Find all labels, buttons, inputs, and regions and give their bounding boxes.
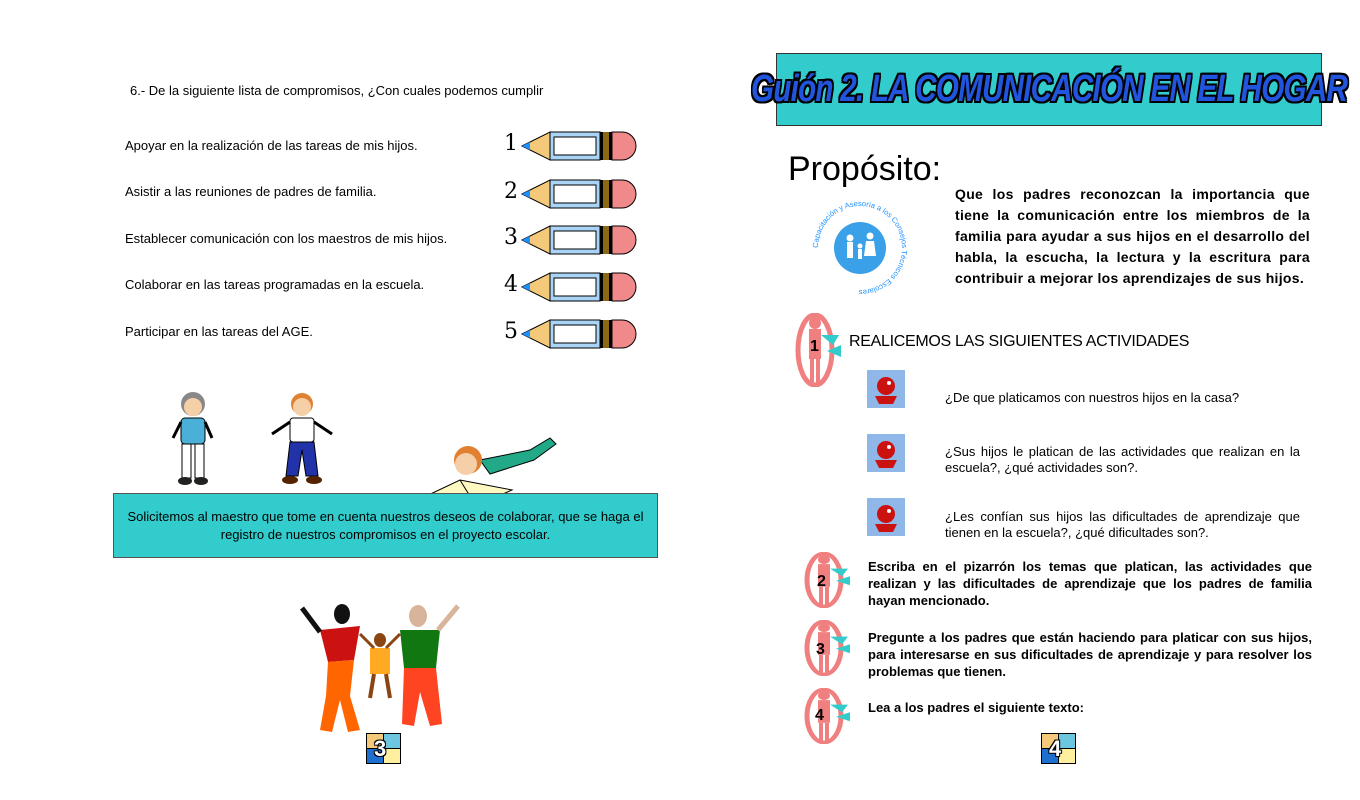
commitment-5: Participar en las tareas del AGE. — [125, 324, 313, 339]
pencil-icon — [504, 223, 638, 257]
commitment-number: 2 — [504, 179, 518, 204]
step-number: 2 — [817, 573, 826, 590]
pencil-icon — [504, 177, 638, 211]
step-4-text: Lea a los padres el siguiente texto: — [868, 700, 1085, 715]
step-figure-icon — [793, 313, 848, 387]
title-banner — [750, 53, 1348, 126]
commitment-3: Establecer comunicación con los maestros de mis hijos. — [125, 231, 448, 246]
commitment-1: Apoyar en la realización de las tareas de mis hijos. — [125, 138, 418, 153]
commitment-number: 4 — [504, 272, 518, 297]
activities-heading: REALICEMOS LAS SIGUIENTES ACTIVIDADES — [849, 333, 1190, 350]
purpose-heading: Propósito: — [788, 150, 942, 188]
step-number: 4 — [815, 707, 824, 724]
question-2: ¿Sus hijos le platican de las actividades que realizan en la escuela?, ¿qué actividades son?. — [945, 444, 1300, 475]
step-2-text: Escriba en el pizarrón los temas que platican, las actividades que realizan y las dificultades de aprendizaje que los padres de familia hayan mencionado. — [868, 559, 1312, 608]
question-title: 6.- De la siguiente lista de compromisos, ¿Con cuales podemos cumplir — [130, 83, 544, 98]
step-number: 1 — [810, 338, 819, 355]
step-3-text: Pregunte a los padres que están haciendo para platicar con sus hijos, para interesarse en sus dificultades de aprendizaje y para resolver los problemas que tienen. — [868, 630, 1312, 679]
commitment-number: 1 — [504, 131, 518, 156]
pencil-icon — [504, 129, 638, 163]
guide-title: Guión 2. LA COMUNICACIÓN EN EL HOGAR — [750, 68, 1348, 110]
page-number-badge — [1041, 733, 1075, 763]
pencil-icon — [504, 270, 638, 304]
boy-illustration — [268, 388, 336, 486]
rooster-icon — [867, 434, 905, 472]
rooster-icon — [867, 498, 905, 536]
seal-logo — [808, 196, 912, 300]
note-text: Solicitemos al maestro que tome en cuenta nuestros deseos de colaborar, que se haga el registro de nuestros compromisos en el proyecto escolar. — [127, 508, 644, 542]
page-number: 3 — [374, 736, 387, 761]
purpose-text: Que los padres reconozcan la importancia que tiene la comunicación entre los miembros de la familia para ayudar a sus hijos en el desarrollo del habla, la escucha, la lectura y la escritura para contribuir a mejorar los aprendizajes de sus hijos. — [955, 186, 1310, 286]
step-figure-icon — [802, 620, 857, 676]
step-figure-icon — [802, 688, 857, 744]
question-3: ¿Les confían sus hijos las dificultades de aprendizaje que tienen en la escuela?, ¿qué dificultades son?. — [945, 509, 1300, 540]
commitment-number: 3 — [504, 225, 518, 250]
question-1: ¿De que platicamos con nuestros hijos en la casa? — [945, 390, 1240, 405]
step-number: 3 — [816, 641, 825, 658]
dancing-family-illustration — [290, 600, 470, 742]
commitment-2: Asistir a las reuniones de padres de familia. — [125, 184, 377, 199]
page-number-badge — [366, 733, 400, 763]
seal-text: Capacitación y Asesoría a los Consejos Técnicos Escolares — [810, 198, 910, 298]
rooster-icon — [867, 370, 905, 408]
commitment-4: Colaborar en las tareas programadas en la escuela. — [125, 277, 425, 292]
step-figure-icon — [802, 552, 857, 608]
pencil-icon — [504, 317, 638, 351]
note-box — [113, 493, 658, 558]
girl-illustration — [168, 388, 218, 486]
commitment-number: 5 — [504, 319, 518, 344]
page-number: 4 — [1049, 736, 1062, 761]
